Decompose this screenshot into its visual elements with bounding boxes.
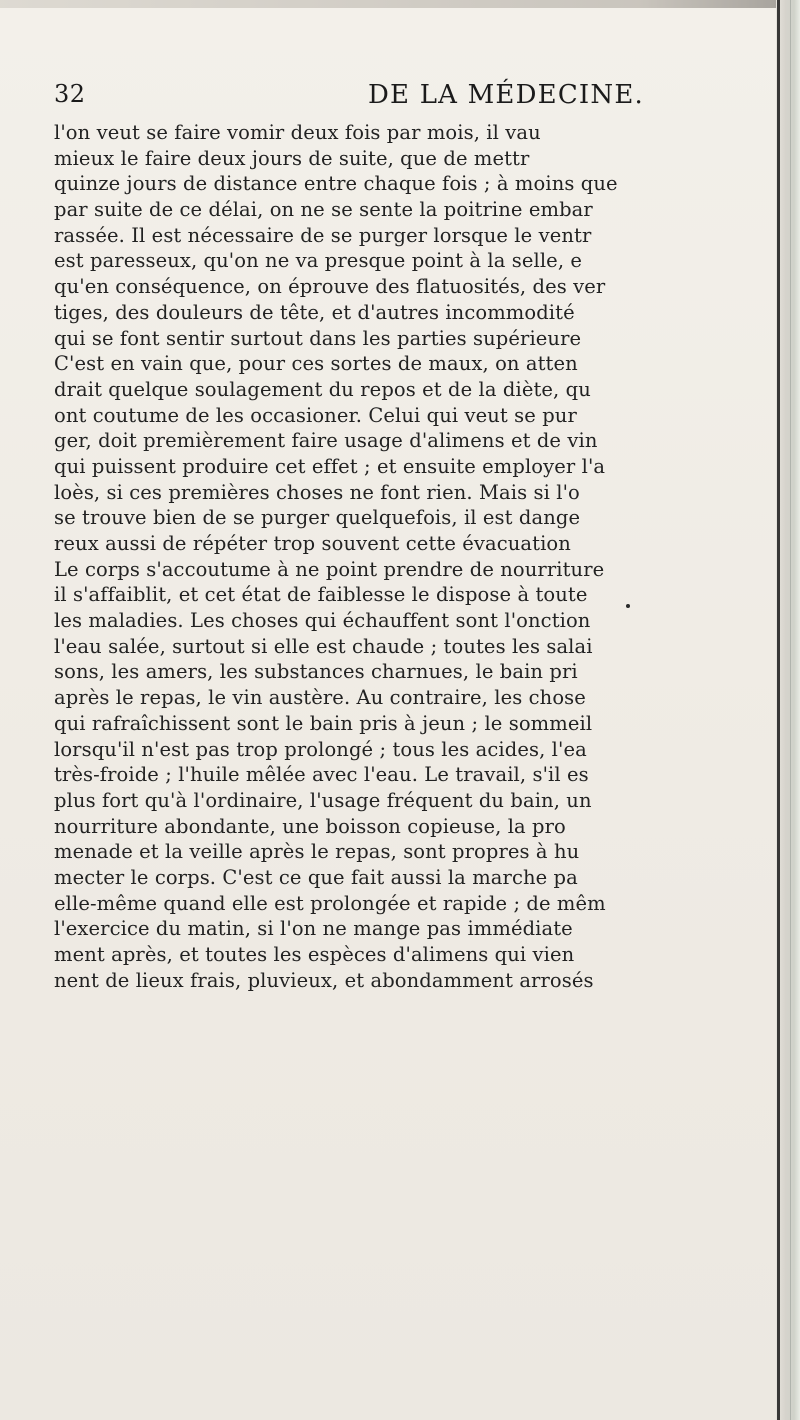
text-line: il s'affaiblit, et cet état de faiblesse le dispose à toute (54, 583, 588, 607)
text-line: rassée. Il est nécessaire de se purger lorsque le ventr (54, 223, 592, 247)
ink-speck (626, 604, 630, 608)
text-line: ger, doit premièrement faire usage d'alimens et de vin (54, 429, 598, 453)
text-line: les maladies. Les choses qui échauffent sont l'onction (54, 609, 591, 633)
text-line: drait quelque soulagement du repos et de la diète, qu (54, 377, 591, 401)
text-line: ment après, et toutes les espèces d'alimens qui vien (54, 943, 575, 966)
text-line: qui se font sentir surtout dans les parties supérieure (54, 326, 582, 350)
text-line: mieux le faire deux jours de suite, que de mettr (54, 146, 530, 170)
binding-line (777, 0, 780, 1420)
text-line: plus fort qu'à l'ordinaire, l'usage fréquent du bain, un (54, 788, 592, 812)
text-line: l'on veut se faire vomir deux fois par mois, il vau (54, 121, 541, 144)
page-number: 32 (54, 80, 86, 108)
text-line: tiges, des douleurs de tête, et d'autres incommodité (54, 300, 575, 324)
binding-line-faint (790, 0, 791, 1420)
text-line: se trouve bien de se purger quelquefois, il est dange (54, 506, 581, 530)
text-line: est paresseux, qu'on ne va presque point à la selle, e (54, 249, 583, 273)
text-line: lorsqu'il n'est pas trop prolongé ; tous les acides, l'ea (54, 737, 587, 761)
text-line: l'eau salée, surtout si elle est chaude ; toutes les salai (54, 634, 593, 658)
text-line: mecter le corps. C'est ce que fait aussi la marche pa (54, 865, 578, 889)
text-line: quinze jours de distance entre chaque fois ; à moins que (54, 172, 618, 196)
text-line: qu'en conséquence, on éprouve des flatuosités, des ver (54, 275, 606, 299)
text-line: qui puissent produire cet effet ; et ensuite employer l'a (54, 454, 606, 478)
text-line: qui rafraîchissent sont le bain pris à jeun ; le sommeil (54, 711, 593, 735)
running-title: DE LA MÉDECINE. (368, 80, 644, 110)
running-head (54, 80, 774, 120)
text-line: ont coutume de les occasioner. Celui qui veut se pur (54, 403, 577, 427)
body-text (54, 120, 760, 992)
text-line: très-froide ; l'huile mêlée avec l'eau. Le travail, s'il es (54, 763, 589, 787)
text-line: elle-même quand elle est prolongée et rapide ; de mêm (54, 891, 606, 915)
text-line: Le corps s'accoutume à ne point prendre de nourriture (54, 557, 605, 581)
text-line: l'exercice du matin, si l'on ne mange pas immédiate (54, 917, 573, 941)
text-line: C'est en vain que, pour ces sortes de maux, on atten (54, 352, 578, 376)
text-line: nourriture abondante, une boisson copieuse, la pro (54, 814, 566, 838)
text-line: par suite de ce délai, on ne se sente la poitrine embar (54, 198, 593, 222)
text-line: loès, si ces premières choses ne font rien. Mais si l'o (54, 480, 580, 504)
top-page-shadow (0, 0, 800, 8)
text-line: après le repas, le vin austère. Au contraire, les chose (54, 686, 586, 710)
text-line: reux aussi de répéter trop souvent cette évacuation (54, 532, 571, 555)
text-line: nent de lieux frais, pluvieux, et abondamment arrosés (54, 968, 594, 992)
text-line: sons, les amers, les substances charnues, le bain pri (54, 660, 578, 684)
text-line: menade et la veille après le repas, sont propres à hu (54, 840, 580, 864)
